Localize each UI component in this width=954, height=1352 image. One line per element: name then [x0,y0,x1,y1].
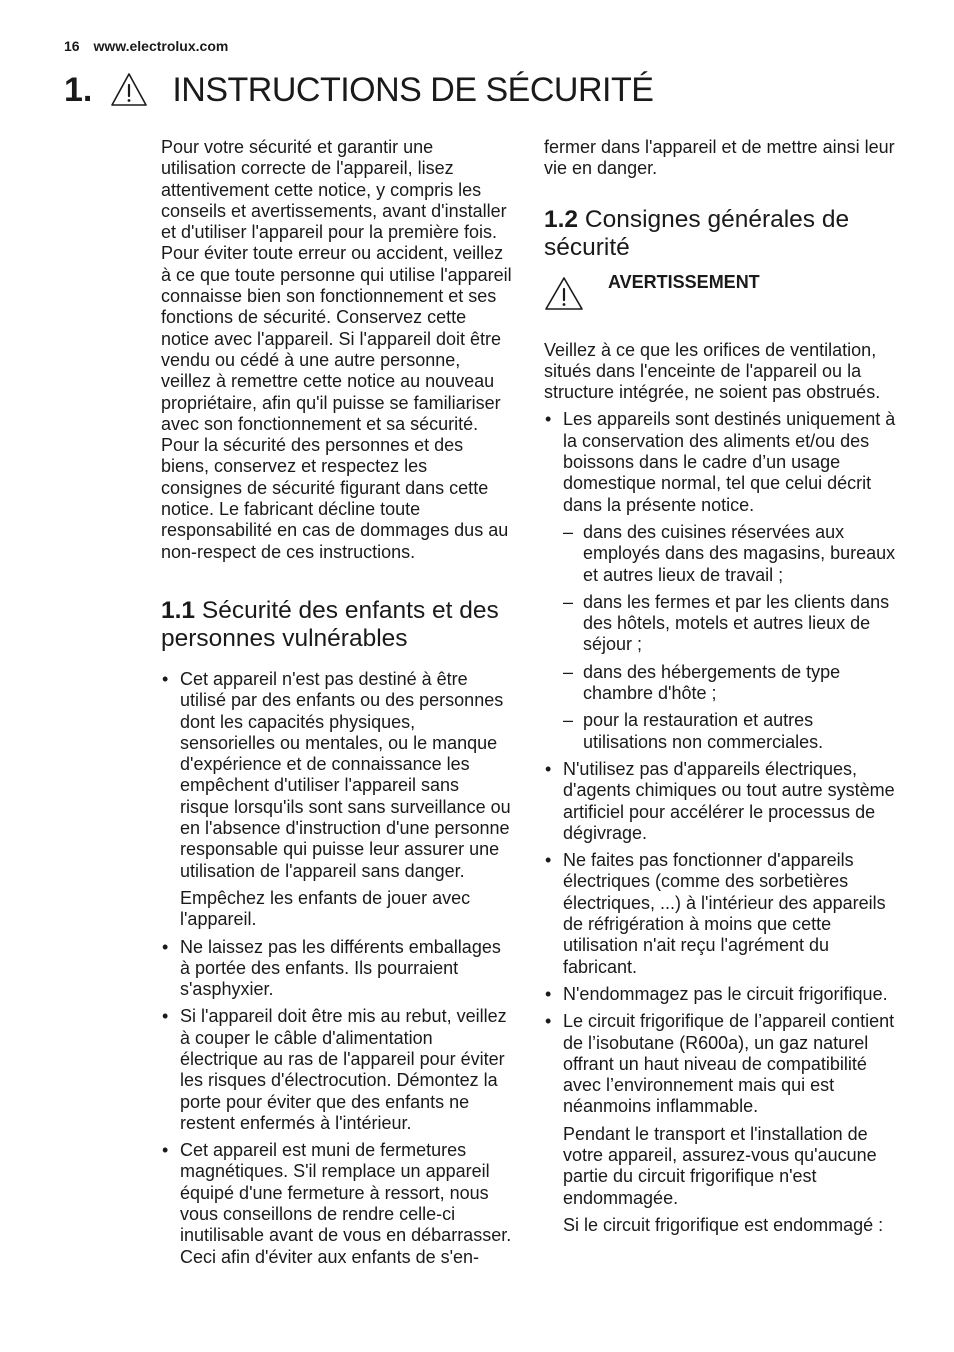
list-item: • Ne laissez pas les différents emballages à portée des enfants. Ils pourraient s'asphyxier. [161,937,513,1001]
left-column [161,137,513,1274]
general-safety-list [544,409,896,1236]
warning-triangle-icon [110,72,148,108]
sublist-item: – dans des hébergements de type chambre d'hôte ; [563,662,896,705]
right-column [544,137,896,1242]
subsection-title: Sécurité des enfants et des personnes vulnérables [161,596,499,652]
warning-box [544,272,896,312]
warning-triangle-icon [544,276,584,312]
usage-sublist [563,522,896,753]
list-item: • Les appareils sont destinés uniquement à la conservation des aliments et/ou des boissons dans le cadre d’un usage domestique normal, tel que celui décrit dans la présente notice. – dans des cuisines réservées aux employés dans des magasins, bureaux et autres lieux de travail ; – dans les fermes et par les clients dans des hôtels, motels et autres lieux de séjour ; – dans des hébergements de type chambre d'hôte ; – pour la restauration et autres utilisations non commerciales. [544,409,896,752]
list-item-note: Si le circuit frigorifique est endommagé : [563,1214,884,1235]
page-number: 16 [64,38,80,54]
continuation-text: fermer dans l'appareil et de mettre ainsi leur vie en danger. [544,137,895,179]
title-number: 1. [64,70,93,109]
list-item: • Le circuit frigorifique de l’appareil contient de l’isobutane (R600a), un gaz naturel offrant un haut niveau de compatibilité avec l’environnement mais qui est néanmoins inflammable. Pendant le transport et l'installation de votre appareil, assurez-vous qu'aucune partie du circuit frigorifique n'est endommagée. Si le circuit frigorifique est endommagé : [544,1011,896,1236]
sublist-item: – dans des cuisines réservées aux employés dans des magasins, bureaux et autres lieux de travail ; [563,522,896,586]
list-item-note: Empêchez les enfants de jouer avec l'appareil. [180,887,471,930]
list-item: • N'endommagez pas le circuit frigorifique. [544,984,896,1005]
website-url: www.electrolux.com [93,38,229,54]
sublist-item: – pour la restauration et autres utilisations non commerciales. [563,710,896,753]
warning-label: AVERTISSEMENT [608,271,760,292]
list-item: • Ne faites pas fonctionner d'appareils électriques (comme des sorbetières électriques, ...) à l'intérieur des appareils de réfrigération à moins que cette utilisation n'ait reçu l'agrément du fabricant. [544,850,896,978]
children-safety-list [161,669,513,1268]
subsection-heading-1-2 [544,206,896,262]
intro-paragraph-1: Pour votre sécurité et garantir une utilisation correcte de l'appareil, lisez attentivement cette notice, y compris les conseils et avertissements, avant d'installer et d'utiliser l'appareil pour la première fois. Pour éviter toute erreur ou accident, veillez à ce que toute personne qui utilise l'appareil connaisse bien son fonctionnement et ses fonctions de sécurité. Conservez cette notice avec l'appareil. Si l'appareil doit être vendu ou cédé à une autre personne, veillez à remettre cette notice au nouveau propriétaire, afin qu'il puisse se familiariser avec son fonctionnement et sa sécurité. [161,137,512,434]
list-item-note: Pendant le transport et l'installation de votre appareil, assurez-vous qu'aucune partie du circuit frigorifique n'est endommagée. [563,1123,877,1208]
list-item: • Cet appareil est muni de fermetures magnétiques. S'il remplace un appareil équipé d'une fermeture à ressort, nous vous conseillons de rendre celle-ci inutilisable avant de vous en débarrasser. Ceci afin d'éviter aux enfants de s'en- [161,1140,513,1268]
section-title [64,68,653,112]
list-item: • Cet appareil n'est pas destiné à être utilisé par des enfants ou des personnes dont les capacités physiques, sensorielles ou mentales, ou le manque d'expérience et de connaissance les empêchent d'utiliser l'appareil sans risque lorsqu'ils sont sans surveillance ou en l'absence d'instruction d'une personne responsable qui puisse leur assurer une utilisation de l'appareil sans danger. Empêchez les enfants de jouer avec l'appareil. [161,669,513,931]
subsection-title: Consignes générales de sécurité [544,205,850,261]
sublist-item: – dans les fermes et par les clients dans des hôtels, motels et autres lieux de séjour ; [563,592,896,656]
subsection-number: 1.1 [161,596,196,624]
list-item: • N'utilisez pas d'appareils électriques, d'agents chimiques ou tout autre système artificiel pour accélérer le processus de dégivrage. [544,759,896,844]
list-item: • Si l'appareil doit être mis au rebut, veillez à couper le câble d'alimentation électrique au ras de l'appareil pour éviter les risques d'électrocution. Démontez la porte pour éviter que des enfants ne restent enfermés à l'intérieur. [161,1006,513,1134]
page-header [64,38,228,54]
title-text: INSTRUCTIONS DE SÉCURITÉ [172,70,654,109]
warning-text: Veillez à ce que les orifices de ventilation, situés dans l'enceinte de l'appareil ou la structure intégrée, ne soient pas obstrués. [544,339,881,403]
subsection-number: 1.2 [544,205,579,233]
intro-paragraph-2: Pour la sécurité des personnes et des biens, conservez et respectez les consignes de sécurité figurant dans cette notice. Le fabricant décline toute responsabilité en cas de dommages dus au non-respect de ces instructions. [161,435,509,562]
subsection-heading-1-1 [161,597,513,653]
